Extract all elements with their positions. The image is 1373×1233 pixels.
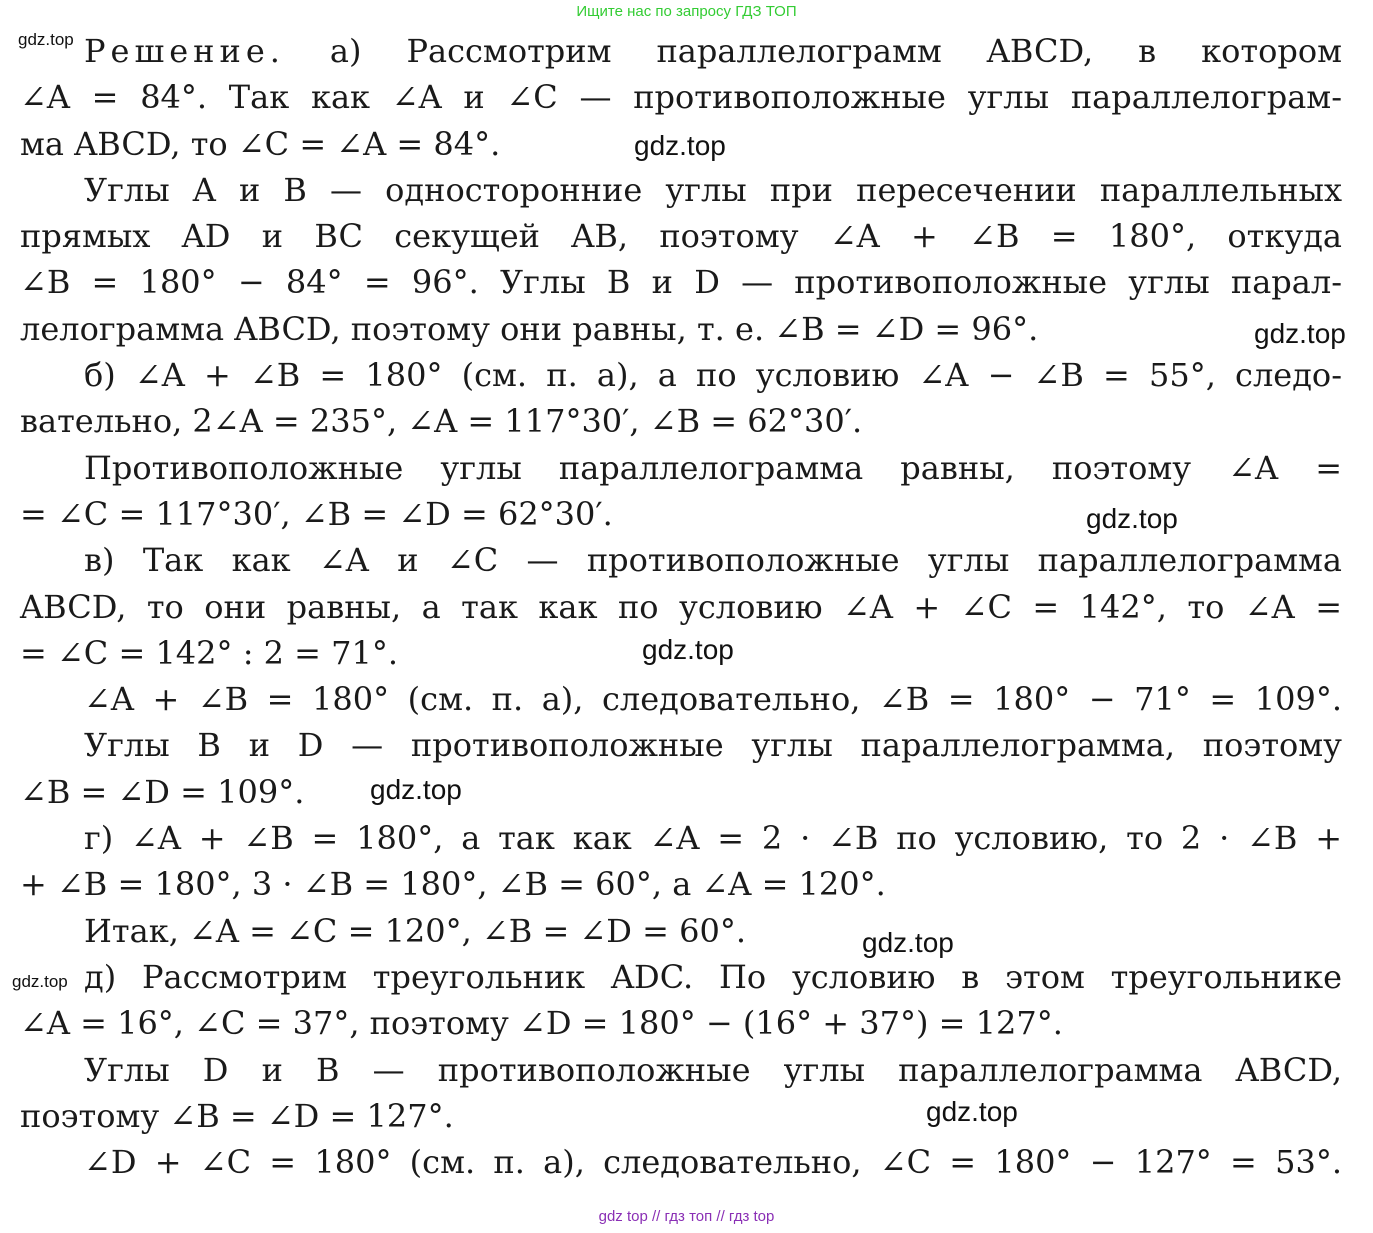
text-line: ∠B = 180° − 84° = 96°. Углы B и D — противоположные углы парал- — [20, 263, 1342, 302]
text-line — [20, 28, 1342, 74]
watermark: gdz.top — [18, 30, 74, 49]
watermark: gdz.top — [634, 130, 726, 161]
text-line: = ∠C = 117°30′, ∠B = ∠D = 62°30′. — [20, 494, 613, 533]
text-line: + ∠B = 180°, 3 · ∠B = 180°, ∠B = 60°, а ∠A = 120°. — [20, 865, 886, 904]
text-line: ∠B = ∠D = 109°. — [20, 772, 305, 811]
text-line: ∠A + ∠B = 180° (см. п. а), следовательно, ∠B = 180° − 71° = 109°. — [84, 680, 1342, 719]
watermark: gdz.top — [370, 774, 462, 805]
text-line: Итак, ∠A = ∠C = 120°, ∠B = ∠D = 60°. — [84, 911, 746, 950]
watermark: gdz.top — [1254, 318, 1346, 349]
watermark: gdz.top — [642, 634, 734, 665]
text-line: = ∠C = 142° : 2 = 71°. — [20, 633, 399, 672]
solution-text — [20, 28, 1342, 1185]
text-line: поэтому ∠B = ∠D = 127°. — [20, 1096, 454, 1135]
text-line: б) ∠A + ∠B = 180° (см. п. а), а по условию ∠A − ∠B = 55°, следо- — [84, 356, 1342, 395]
watermark: gdz.top — [862, 927, 954, 958]
solution-heading: Решение. — [84, 32, 285, 70]
text-line: лелограмма ABCD, поэтому они равны, т. е. ∠B = ∠D = 96°. — [20, 309, 1039, 348]
watermark: gdz.top — [12, 972, 68, 991]
text-line: ABCD, то они равны, а так как по условию ∠A + ∠C = 142°, то ∠A = — [20, 587, 1342, 626]
text-line: ∠D + ∠C = 180° (см. п. а), следовательно, ∠C = 180° − 127° = 53°. — [84, 1143, 1342, 1182]
text-line: Углы A и B — односторонние углы при пересечении параллельных — [84, 170, 1342, 209]
text-line: Противоположные углы параллелограмма равны, поэтому ∠A = — [84, 448, 1342, 487]
footer-banner: gdz top // гдз топ // гдз top — [598, 1208, 775, 1225]
text-line: ∠A = 84°. Так как ∠A и ∠C — противоположные углы параллелограм- — [20, 78, 1342, 117]
text-line: вательно, 2∠A = 235°, ∠A = 117°30′, ∠B = 62°30′. — [20, 402, 863, 441]
text-line: г) ∠A + ∠B = 180°, а так как ∠A = 2 · ∠B по условию, то 2 · ∠B + — [84, 819, 1342, 858]
watermark: gdz.top — [1086, 503, 1178, 534]
text-line: д) Рассмотрим треугольник ADC. По условию в этом треугольнике — [84, 957, 1342, 996]
text-line: Углы D и B — противоположные углы параллелограмма ABCD, — [84, 1050, 1342, 1089]
text-line: ∠A = 16°, ∠C = 37°, поэтому ∠D = 180° − (16° + 37°) = 127°. — [20, 1004, 1063, 1043]
text-line: прямых AD и BC секущей AB, поэтому ∠A + ∠B = 180°, откуда — [20, 217, 1342, 256]
text-line: Углы B и D — противоположные углы параллелограмма, поэтому — [84, 726, 1342, 765]
header-banner: Ищите нас по запросу ГДЗ ТОП — [576, 3, 797, 20]
text-line: ма ABCD, то ∠C = ∠A = 84°. — [20, 124, 501, 163]
text-line-content: а) Рассмотрим параллелограмм ABCD, в котором — [284, 32, 1342, 70]
watermark: gdz.top — [926, 1096, 1018, 1127]
text-line: в) Так как ∠A и ∠C — противоположные углы параллелограмма — [84, 541, 1342, 580]
